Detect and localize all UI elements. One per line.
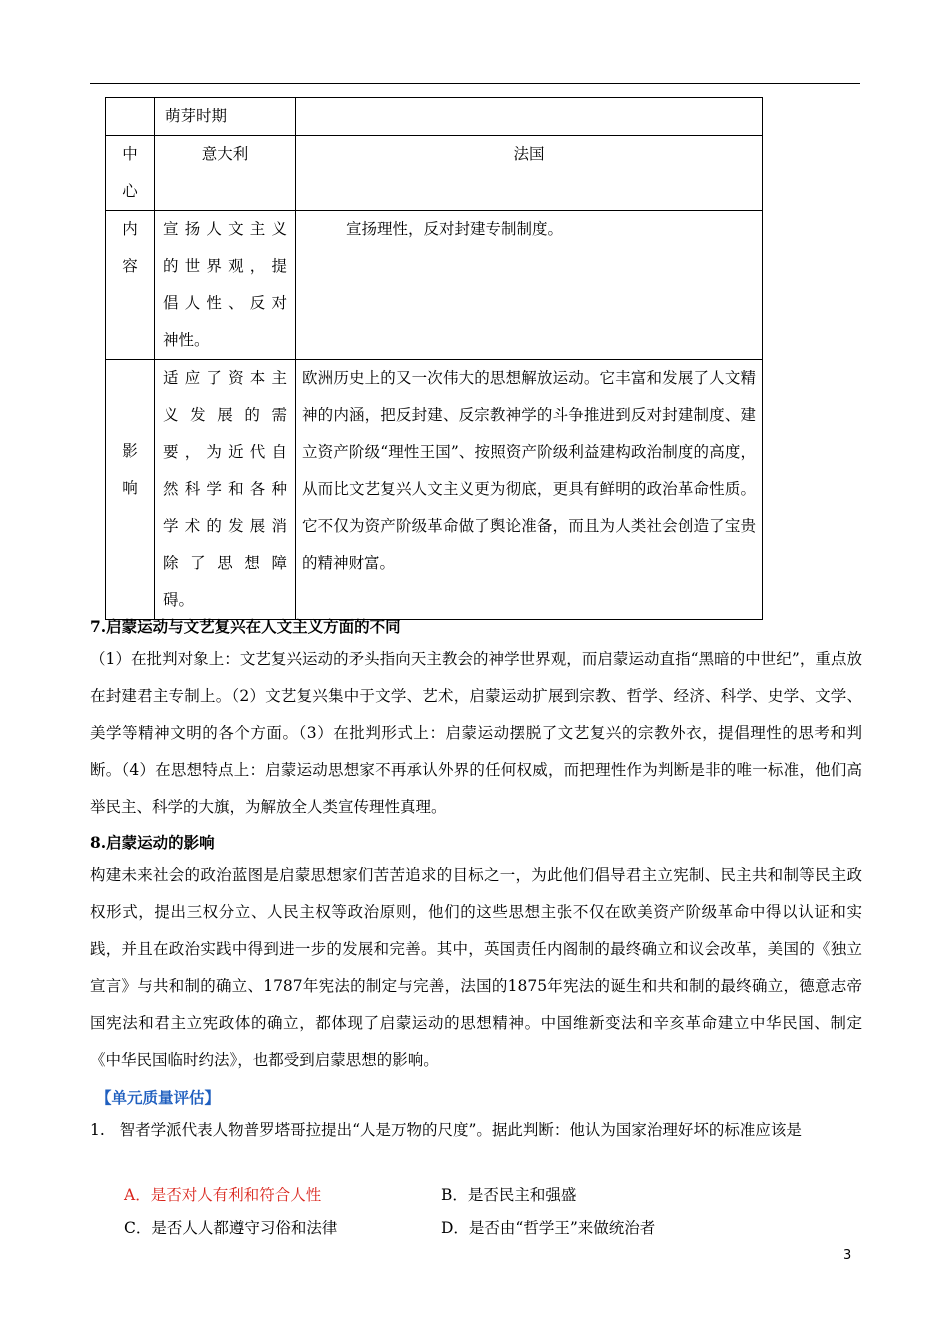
- cell-period-label: 萌芽时期: [155, 98, 296, 136]
- text-line: 神性。: [163, 331, 210, 349]
- question-number: 1.: [90, 1121, 105, 1139]
- row-label-content: [106, 211, 155, 360]
- header-rule: [90, 83, 860, 84]
- cell-enlightenment-content: [296, 211, 763, 360]
- question-stem: 智者学派代表人物普罗塔哥拉提出“人是万物的尺度”。据此判断：他认为国家治理好坏的标准应该是: [119, 1121, 802, 1139]
- row-label-text: 影响: [122, 441, 138, 497]
- option-c[interactable]: C．是否人人都遵守习俗和法律: [124, 1219, 338, 1237]
- cell-renaissance-impact: [155, 360, 296, 620]
- question-1: [90, 1113, 862, 1147]
- text-line: 学术的发展消: [163, 517, 287, 535]
- option-d[interactable]: D．是否由“哲学王”来做统治者: [441, 1219, 656, 1237]
- comparison-table: [105, 97, 763, 620]
- page-number: 3: [843, 1248, 852, 1263]
- row-label-impact: [106, 360, 155, 620]
- row-label-text: 内容: [122, 220, 138, 275]
- cell-renaissance-content: [155, 211, 296, 360]
- cell-enlightenment-impact: [296, 360, 763, 620]
- text-line: 义发展的需: [163, 406, 287, 424]
- cell-empty: [106, 98, 155, 136]
- text-line: 宣扬人文主义: [163, 220, 287, 238]
- text-line: 的世界观，提: [163, 257, 287, 275]
- cell-france: 法国: [296, 136, 763, 211]
- section-7: [90, 613, 862, 826]
- table-row: [106, 211, 763, 360]
- section-body: 构建未来社会的政治蓝图是启蒙思想家们苦苦追求的目标之一，为此他们倡导君主立宪制、民主共和制等民主政权形式，提出三权分立、人民主权等政治原则，他们的这些思想主张不仅在欧美资产阶级革命中得以认证和实践，并且在政治实践中得到进一步的发展和完善。其中，英国责任内阁制的最终确立和议会改革，美国的《独立宣言》与共和制的确立、1787年宪法的制定与完善，法国的1875年宪法的诞生和共和制的最终确立，德意志帝国宪法和君主立宪政体的确立，都体现了启蒙运动的思想精神。中国维新变法和辛亥革命建立中华民国、制定《中华民国临时约法》，也都受到启蒙思想的影响。: [90, 866, 862, 1069]
- text-line: 然科学和各种: [163, 480, 287, 498]
- row-label-text: 中心: [122, 145, 138, 200]
- text-line: 要，为近代自: [163, 443, 287, 461]
- cell-italy: 意大利: [155, 136, 296, 211]
- cell-period-empty: [296, 98, 763, 136]
- text-line: 除了思想障: [163, 554, 287, 572]
- text-line: 适应了资本主: [163, 369, 287, 387]
- text-line: 倡人性、反对: [163, 294, 287, 312]
- evaluation-title: 【单元质量评估】: [96, 1088, 221, 1107]
- section-body: （1）在批判对象上：文艺复兴运动的矛头指向天主教会的神学世界观，而启蒙运动直指“黑暗的中世纪”，重点放在封建君主专制上。（2）文艺复兴集中于文学、艺术，启蒙运动扩展到宗教、哲学、经济、科学、史学、文学、美学等精神文明的各个方面。（3）在批判形式上：启蒙运动摆脱了文艺复兴的宗教外衣，提倡理性的思考和判断。（4）在思想特点上：启蒙运动思想家不再承认外界的任何权威，而把理性作为判断是非的唯一标准，他们高举民主、科学的大旗，为解放全人类宣传理性真理。: [90, 650, 862, 816]
- section-title: 8.启蒙运动的影响: [90, 833, 215, 852]
- option-b[interactable]: B．是否民主和强盛: [441, 1186, 577, 1204]
- row-label-center: [106, 136, 155, 211]
- table-row: [106, 98, 763, 136]
- text-line: 宣扬理性，反对封建专制制度。: [346, 220, 564, 238]
- option-a[interactable]: A．是否对人有利和符合人性: [124, 1186, 322, 1204]
- text-line: 碍。: [163, 591, 195, 609]
- section-title: 7.启蒙运动与文艺复兴在人文主义方面的不同: [90, 617, 401, 636]
- table-row: [106, 360, 763, 620]
- table-row: [106, 136, 763, 211]
- text-paragraph: 欧洲历史上的又一次伟大的思想解放运动。它丰富和发展了人文精神的内涵，把反封建、反宗教神学的斗争推进到反对封建制度、建立资产阶级“理性王国”、按照资产阶级利益建构政治制度的高度，从而比文艺复兴人文主义更为彻底，更具有鲜明的政治革命性质。它不仅为资产阶级革命做了舆论准备，而且为人类社会创造了宝贵的精神财富。: [302, 369, 756, 572]
- section-8: [90, 829, 862, 1079]
